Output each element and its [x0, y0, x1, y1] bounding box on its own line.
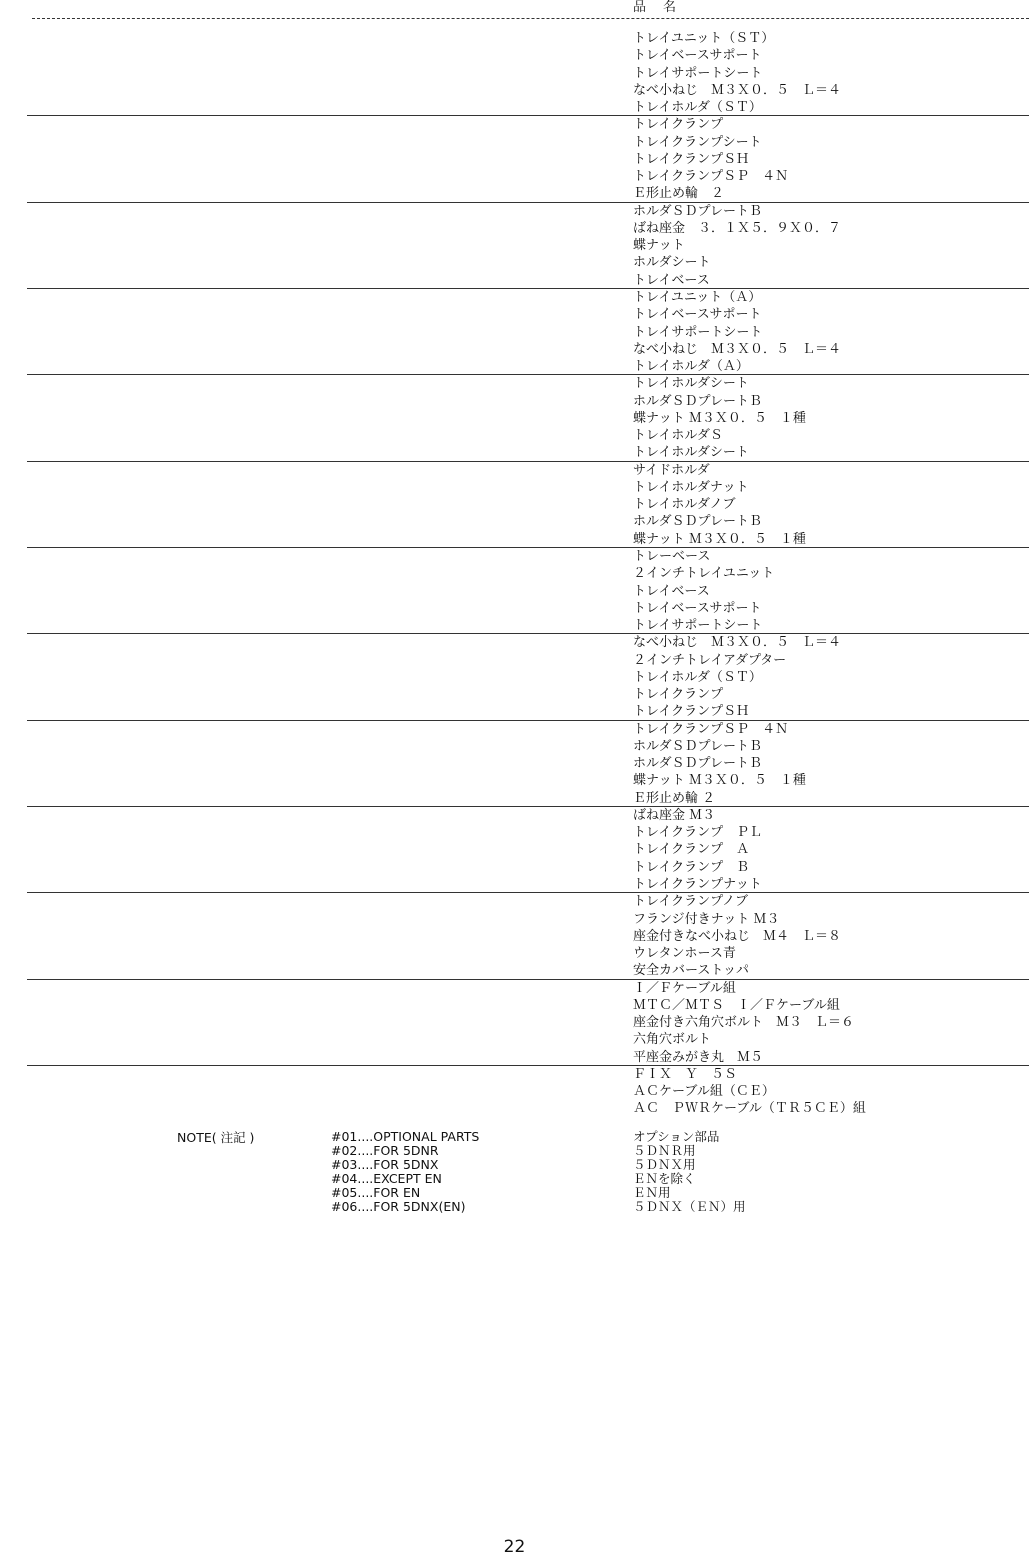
note-code: #04....EXCEPT EN	[331, 1171, 442, 1186]
part-name: ＡＣ ＰＷＲケーブル（ＴＲ５ＣＥ）組	[633, 1101, 866, 1117]
part-name: トレイホルダＳ	[633, 428, 723, 444]
part-name: ホルダＳＤプレートＢ	[633, 756, 762, 772]
note-description: ＥＮ用	[633, 1185, 671, 1200]
part-name: トレイサポートシート	[633, 65, 763, 81]
parts-table	[0, 30, 1029, 1118]
note-code: #05....FOR EN	[331, 1185, 421, 1200]
part-name: トレイベースサポート	[633, 48, 762, 64]
notes-codes-column	[331, 1130, 479, 1214]
part-name: ２インチトレイアダプター	[633, 652, 787, 668]
parts-group	[0, 203, 1029, 289]
part-name: 蝶ナット Ｍ３Ｘ０．５ １種	[633, 531, 806, 547]
note-description: ５ＤＮＸ用	[633, 1157, 696, 1172]
part-name: トレイホルダ（ＳＴ）	[633, 669, 762, 685]
note-description: ５ＤＮＲ用	[633, 1143, 696, 1158]
part-name: 座金付きなべ小ねじ Ｍ４ Ｌ＝８	[633, 928, 842, 944]
parts-group	[0, 548, 1029, 634]
part-name: トレイベース	[633, 583, 710, 599]
part-name: トレイベース	[633, 272, 710, 288]
note-code: #03....FOR 5DNX	[331, 1157, 439, 1172]
part-name: トレイホルダ（Ａ）	[633, 359, 749, 375]
part-name: ウレタンホース青	[633, 946, 736, 962]
part-name: サイドホルダ	[633, 462, 710, 478]
notes-japanese-column	[633, 1130, 746, 1214]
part-name: なべ小ねじ Ｍ３Ｘ０．５ Ｌ＝４	[633, 82, 842, 98]
part-name: ２インチトレイユニット	[633, 566, 775, 582]
parts-group	[0, 116, 1029, 202]
part-name: ＦＩＸ Ｙ ５Ｓ	[633, 1066, 738, 1082]
part-name: トレイクランプ	[633, 687, 724, 703]
part-name: トレイホルダナット	[633, 479, 749, 495]
part-name: トレイクランプ	[633, 117, 724, 133]
parts-group	[0, 1066, 1029, 1118]
part-name: ホルダＳＤプレートＢ	[633, 203, 762, 219]
part-name: トレイホルダ（ＳＴ）	[633, 100, 762, 116]
note-description: ＥＮを除く	[633, 1171, 696, 1186]
page-number: 22	[503, 1537, 526, 1557]
part-name: トレイベースサポート	[633, 600, 762, 616]
part-name: トレイユニット（ＳＴ）	[633, 31, 775, 46]
part-name: トレイクランプノブ	[633, 894, 749, 910]
part-name: なべ小ねじ Ｍ３Ｘ０．５ Ｌ＝４	[633, 341, 842, 357]
header-dashed-divider	[32, 18, 1029, 19]
column-header-part-name: 品 名	[633, 0, 679, 15]
part-name: ホルダシート	[633, 255, 711, 271]
part-name: トレイクランプＳＨ	[633, 151, 750, 167]
part-name: 六角穴ボルト	[633, 1032, 712, 1048]
parts-group	[0, 30, 1029, 116]
part-name: トレイクランプ ＰＬ	[633, 825, 763, 841]
part-name: 座金付き六角穴ボルト Ｍ３ Ｌ＝６	[633, 1015, 855, 1031]
part-name: ばね座金 ３．１Ｘ５．９Ｘ０．７	[633, 220, 842, 236]
part-name: トレイサポートシート	[633, 324, 763, 340]
note-description: オプション部品	[633, 1129, 720, 1144]
part-name: トレイクランプＳＰ ４Ｎ	[633, 721, 789, 737]
part-name: トレイクランプシート	[633, 134, 762, 150]
part-name: トレイクランプナット	[633, 877, 762, 893]
part-name: トレイベースサポート	[633, 307, 762, 323]
parts-group	[0, 980, 1029, 1066]
part-name: トレイユニット（Ａ）	[633, 289, 762, 305]
parts-group	[0, 462, 1029, 548]
part-name: フランジ付きナット Ｍ３	[633, 911, 780, 927]
parts-group	[0, 721, 1029, 807]
parts-group	[0, 289, 1029, 375]
part-name: Ｅ形止め輪 ２	[633, 790, 716, 806]
note-description: ５ＤＮＸ（ＥＮ）用	[633, 1199, 746, 1214]
notes-title: NOTE( 注記 )	[177, 1130, 255, 1145]
part-name: ばね座金 Ｍ３	[633, 807, 716, 823]
part-name: Ｅ形止め輪 ２	[633, 186, 725, 202]
parts-group	[0, 634, 1029, 720]
part-name: トレーベース	[633, 548, 711, 564]
note-code: #01....OPTIONAL PARTS	[331, 1129, 480, 1144]
part-name: トレイクランプ Ａ	[633, 842, 750, 858]
part-name: 蝶ナット Ｍ３Ｘ０．５ １種	[633, 773, 806, 789]
part-name: トレイサポートシート	[633, 618, 763, 634]
parts-group	[0, 807, 1029, 893]
part-name: トレイクランプＳＨ	[633, 704, 750, 720]
part-name: トレイクランプＳＰ ４Ｎ	[633, 169, 789, 185]
part-name: ＡＣケーブル組（ＣＥ）	[633, 1084, 775, 1100]
parts-group	[0, 375, 1029, 461]
part-name: ホルダＳＤプレートＢ	[633, 393, 762, 409]
note-code: #02....FOR 5DNR	[331, 1143, 439, 1158]
part-name: トレイホルダノブ	[633, 497, 736, 513]
part-name: 蝶ナット	[633, 238, 685, 254]
part-name: ＭＴＣ／ＭＴＳ Ｉ／Ｆケーブル組	[633, 997, 840, 1013]
part-name: 安全カバーストッパ	[633, 963, 749, 979]
note-code: #06....FOR 5DNX(EN)	[331, 1199, 466, 1214]
part-name: トレイホルダシート	[633, 445, 749, 461]
part-name: トレイホルダシート	[633, 376, 749, 392]
part-name: トレイクランプ Ｂ	[633, 859, 750, 875]
part-name: ホルダＳＤプレートＢ	[633, 738, 762, 754]
part-name: Ｉ／Ｆケーブル組	[633, 980, 736, 996]
parts-group	[0, 893, 1029, 979]
part-name: ホルダＳＤプレートＢ	[633, 514, 762, 530]
part-name: 平座金みがき丸 Ｍ５	[633, 1049, 764, 1065]
part-name: 蝶ナット Ｍ３Ｘ０．５ １種	[633, 410, 806, 426]
part-name: なべ小ねじ Ｍ３Ｘ０．５ Ｌ＝４	[633, 635, 842, 651]
